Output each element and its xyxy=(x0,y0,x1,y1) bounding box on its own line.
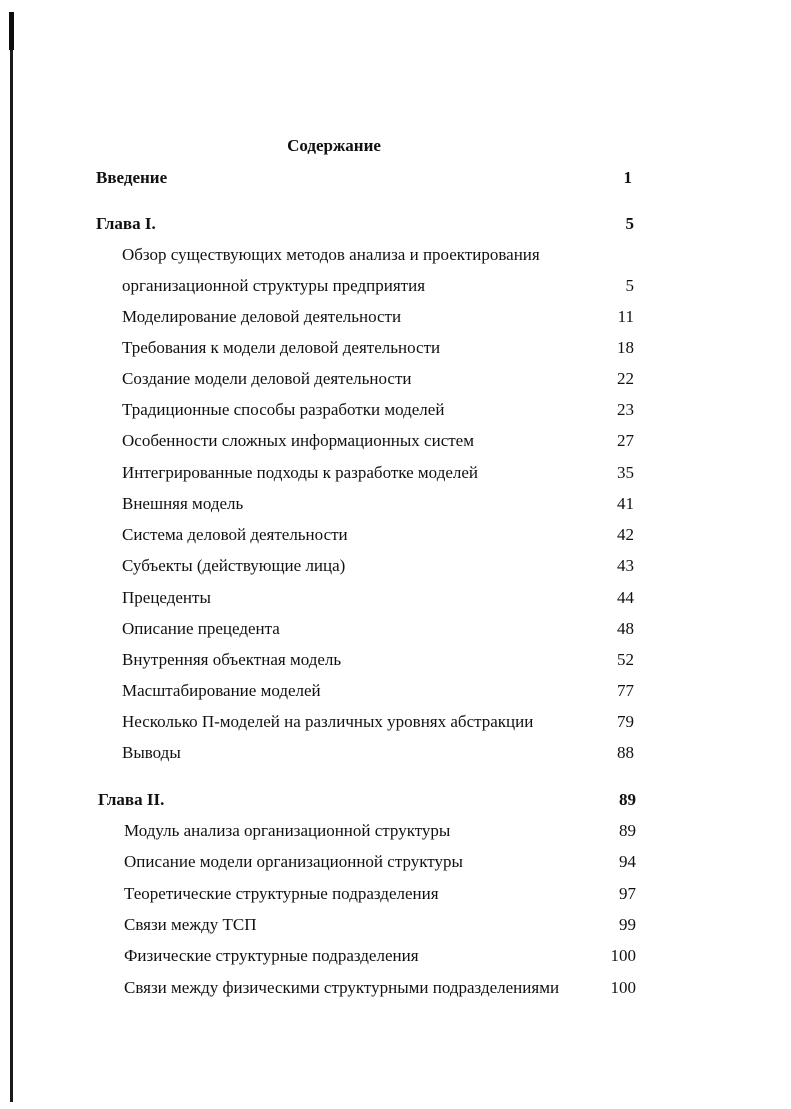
toc-entry xyxy=(122,523,634,547)
toc-label: Создание модели деловой деятельности xyxy=(122,369,412,388)
toc-entry xyxy=(122,586,634,610)
toc-entry xyxy=(122,243,634,267)
toc-page-number: 99 xyxy=(619,915,636,934)
toc-page-number: 22 xyxy=(617,369,634,388)
toc-label: Связи между ТСП xyxy=(124,915,257,934)
toc-entry xyxy=(122,492,634,516)
toc-entry xyxy=(122,554,634,578)
toc-page-number: 89 xyxy=(619,790,636,809)
toc-page-number: 5 xyxy=(625,276,634,295)
toc-introduction xyxy=(96,166,632,190)
toc-page-number: 41 xyxy=(617,494,634,513)
toc-entry xyxy=(124,913,636,937)
toc-page-number: 35 xyxy=(617,463,634,482)
toc-page-number: 79 xyxy=(617,712,634,731)
toc-label: Физические структурные подразделения xyxy=(124,946,419,965)
toc-entry xyxy=(122,398,634,422)
toc-entry xyxy=(122,274,634,298)
toc-entry xyxy=(122,336,634,360)
toc-page-number: 27 xyxy=(617,431,634,450)
toc-page-number: 11 xyxy=(617,307,634,326)
toc-page-number: 23 xyxy=(617,400,634,419)
toc-page-number: 89 xyxy=(619,821,636,840)
toc-page-number: 94 xyxy=(619,852,636,871)
toc-label: Субъекты (действующие лица) xyxy=(122,556,346,575)
toc-entry xyxy=(122,305,634,329)
toc-entry xyxy=(122,710,634,734)
toc-label: Традиционные способы разработки моделей xyxy=(122,400,445,419)
toc-label: Описание модели организационной структуры xyxy=(124,852,463,871)
toc-page-number: 44 xyxy=(617,588,634,607)
scan-edge-line xyxy=(10,12,13,1102)
toc-label: Обзор существующих методов анализа и проектирования xyxy=(122,245,540,264)
toc-chapter-2 xyxy=(98,788,636,812)
toc-entry xyxy=(122,617,634,641)
toc-label: Выводы xyxy=(122,743,181,762)
toc-page-number: 100 xyxy=(610,978,636,997)
toc-page-number: 97 xyxy=(619,884,636,903)
toc-entry xyxy=(122,679,634,703)
toc-label: Модуль анализа организационной структуры xyxy=(124,821,451,840)
toc-label: организационной структуры предприятия xyxy=(122,276,426,295)
toc-entry xyxy=(124,976,636,1000)
toc-page-number: 18 xyxy=(617,338,634,357)
toc-entry xyxy=(122,429,634,453)
toc-entry xyxy=(122,648,634,672)
toc-label: Связи между физическими структурными подразделениями xyxy=(124,978,560,997)
toc-label: Теоретические структурные подразделения xyxy=(124,884,439,903)
toc-page-number: 52 xyxy=(617,650,634,669)
toc-page-number: 43 xyxy=(617,556,634,575)
toc-entry xyxy=(124,944,636,968)
toc-page-number: 48 xyxy=(617,619,634,638)
toc-label: Требования к модели деловой деятельности xyxy=(122,338,441,357)
toc-page-number: 5 xyxy=(625,214,634,233)
toc-label: Глава II. xyxy=(98,790,165,809)
toc-label: Внутренняя объектная модель xyxy=(122,650,342,669)
toc-page-number: 100 xyxy=(610,946,636,965)
toc-page-number: 42 xyxy=(617,525,634,544)
toc-label: Моделирование деловой деятельности xyxy=(122,307,402,326)
toc-label: Несколько П-моделей на различных уровнях абстракции xyxy=(122,712,534,731)
toc-chapter-1 xyxy=(96,212,634,236)
toc-label: Система деловой деятельности xyxy=(122,525,348,544)
toc-entry xyxy=(122,461,634,485)
toc-label: Описание прецедента xyxy=(122,619,280,638)
toc-entry xyxy=(124,850,636,874)
toc-entry xyxy=(124,882,636,906)
scan-edge-mark xyxy=(9,12,14,50)
toc-label: Внешняя модель xyxy=(122,494,244,513)
toc-label: Особенности сложных информационных систем xyxy=(122,431,474,450)
toc-page-number: 1 xyxy=(623,168,632,187)
toc-label: Введение xyxy=(96,168,168,187)
toc-label: Прецеденты xyxy=(122,588,211,607)
toc-page-number: 88 xyxy=(617,743,634,762)
toc-label: Интегрированные подходы к разработке моделей xyxy=(122,463,479,482)
toc-label: Масштабирование моделей xyxy=(122,681,321,700)
toc-entry xyxy=(124,819,636,843)
page-title: Содержание xyxy=(287,136,381,155)
toc-page-number: 77 xyxy=(617,681,634,700)
toc-entry xyxy=(122,741,634,765)
toc-label: Глава I. xyxy=(96,214,156,233)
toc-entry xyxy=(122,367,634,391)
